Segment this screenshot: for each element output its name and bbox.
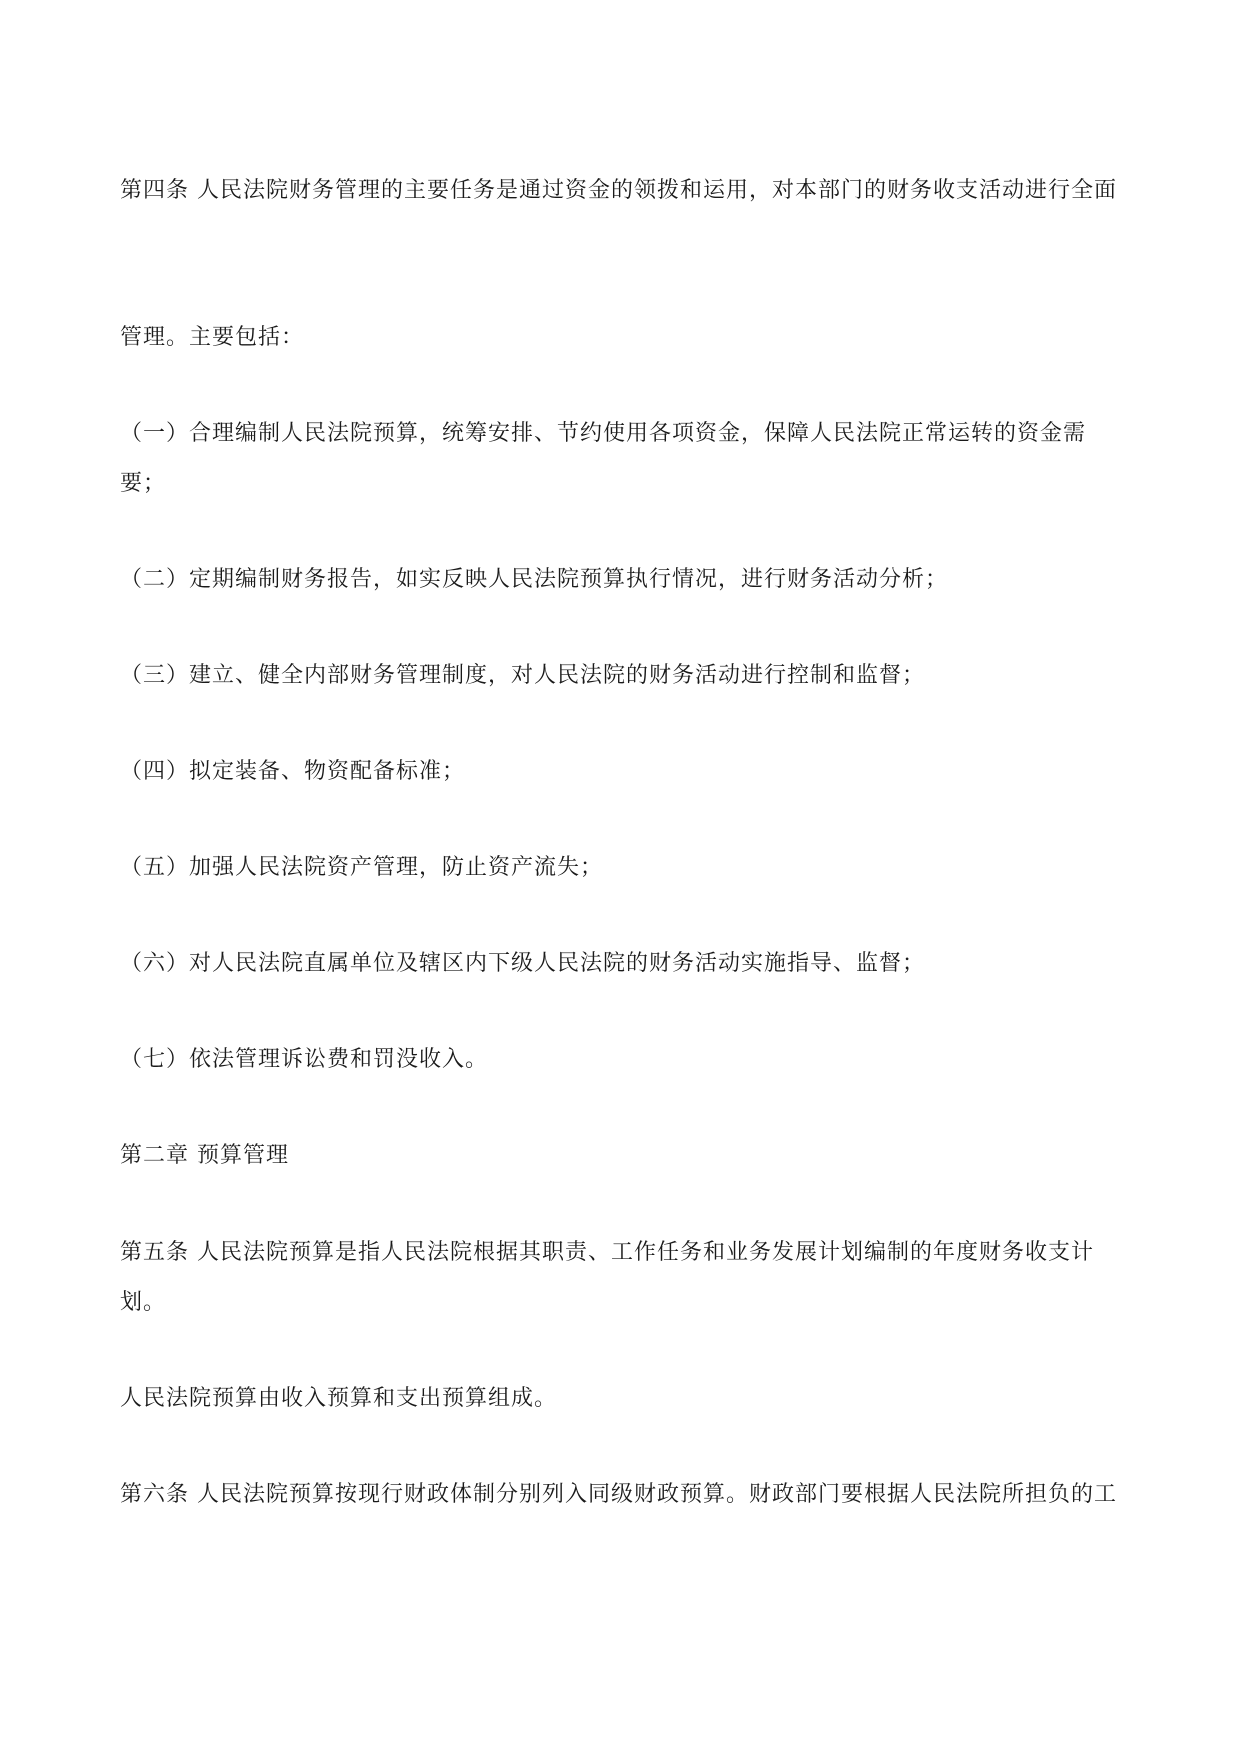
item-6-paragraph: （六）对人民法院直属单位及辖区内下级人民法院的财务活动实施指导、监督； bbox=[120, 951, 926, 976]
item-4-paragraph: （四）拟定装备、物资配备标准； bbox=[120, 759, 466, 784]
item-3-paragraph: （三）建立、健全内部财务管理制度，对人民法院的财务活动进行控制和监督； bbox=[120, 663, 926, 688]
article-5-second-paragraph: 人民法院预算由收入预算和支出预算组成。 bbox=[120, 1386, 558, 1411]
article-6-paragraph: 第六条 人民法院预算按现行财政体制分别列入同级财政预算。财政部门要根据人民法院所担负的工 bbox=[120, 1482, 1117, 1507]
article-4-paragraph: 第四条 人民法院财务管理的主要任务是通过资金的领拨和运用，对本部门的财务收支活动进行全面 bbox=[120, 178, 1117, 203]
item-2-paragraph: （二）定期编制财务报告，如实反映人民法院预算执行情况，进行财务活动分析； bbox=[120, 567, 949, 592]
item-7-paragraph: （七）依法管理诉讼费和罚没收入。 bbox=[120, 1047, 489, 1072]
item-5-paragraph: （五）加强人民法院资产管理，防止资产流失； bbox=[120, 855, 604, 880]
chapter-2-heading: 第二章 预算管理 bbox=[120, 1143, 289, 1168]
item-1-paragraph: （一）合理编制人民法院预算，统筹安排、节约使用各项资金，保障人民法院正常运转的资金需要； bbox=[120, 421, 1087, 496]
article-5-paragraph: 第五条 人民法院预算是指人民法院根据其职责、工作任务和业务发展计划编制的年度财务收支计划。 bbox=[120, 1240, 1094, 1315]
article-4-continuation: 管理。主要包括： bbox=[120, 325, 305, 350]
